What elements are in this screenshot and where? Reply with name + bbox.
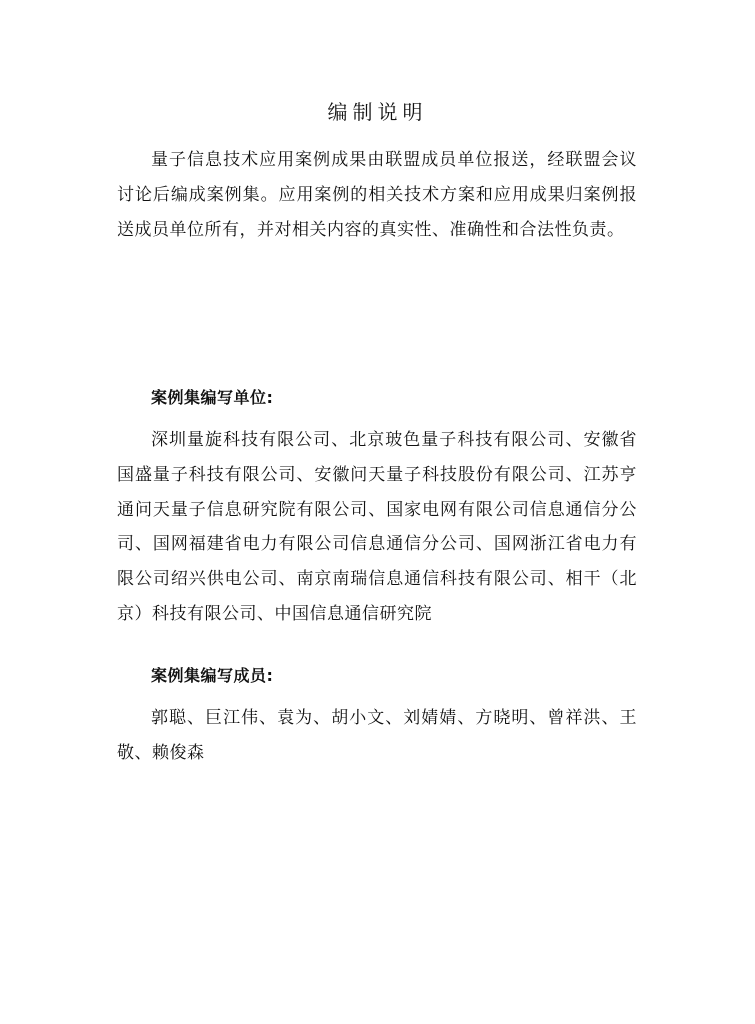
intro-paragraph: 量子信息技术应用案例成果由联盟成员单位报送，经联盟会议讨论后编成案例集。应用案例的相关技术方案和应用成果归案例报送成员单位所有，并对相关内容的真实性、准确性和合法性负责。 <box>117 150 637 240</box>
units-heading: 案例集编写单位: <box>151 388 274 407</box>
page-title: 编制说明 <box>327 100 428 124</box>
members-heading: 案例集编写成员: <box>151 666 274 685</box>
units-paragraph: 深圳量旋科技有限公司、北京玻色量子科技有限公司、安徽省国盛量子科技有限公司、安徽问天量子科技股份有限公司、江苏亨通问天量子信息研究院有限公司、国家电网有限公司信息通信分公司、国网福建省电力有限公司信息通信分公司、国网浙江省电力有限公司绍兴供电公司、南京南瑞信息通信科技有限公司、相干（北京）科技有限公司、中国信息通信研究院 <box>117 430 637 624</box>
members-paragraph: 郭聪、巨江伟、袁为、胡小文、刘婧婧、方晓明、曾祥洪、王敬、赖俊森 <box>117 708 637 763</box>
